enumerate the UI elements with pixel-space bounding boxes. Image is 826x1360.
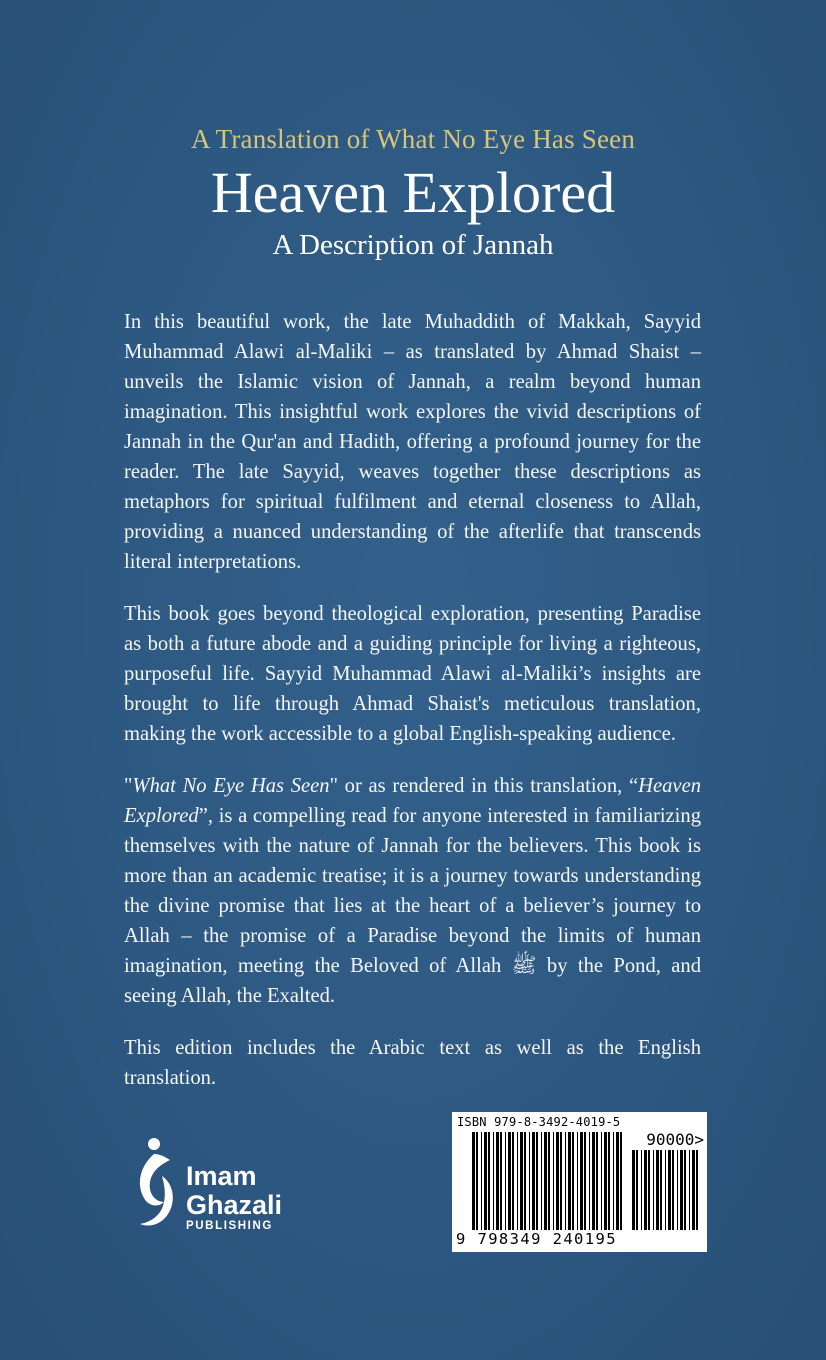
barcode-bar [689, 1150, 690, 1230]
barcode-bar [677, 1150, 678, 1230]
barcode-bar [668, 1150, 671, 1230]
publisher-name-line3: PUBLISHING [186, 1220, 273, 1232]
barcode-bar [632, 1150, 635, 1230]
barcode-bar [660, 1150, 662, 1230]
barcode-bar [653, 1150, 654, 1230]
blurb-p3-rest: ”, is a compelling read for anyone interested in familiarizing themselves with the nature of Jannah for the believers. This book is more than an academic treatise; it is a journey towards understanding the divine promise that lies at the heart of a believer’s journey to Allah – the promise of a Paradise beyond the limits of human imagination, meeting the Beloved of Allah ﷺ by the Pond, and seeing Allah, the Exalted. [124, 805, 701, 1007]
barcode-bar [484, 1132, 487, 1230]
barcode-bar [512, 1132, 514, 1230]
barcode-bar [580, 1132, 583, 1230]
barcode-bar [472, 1132, 475, 1230]
barcode-bar [641, 1150, 642, 1230]
price-code: 90000> [646, 1130, 704, 1149]
barcode-bar [536, 1132, 538, 1230]
book-title: Heaven Explored [210, 160, 616, 225]
blurb-paragraph-1: In this beautiful work, the late Muhaddith of Makkah, Sayyid Muhammad Alawi al-Maliki – as translated by Ahmad Shaist – unveils the Islamic vision of Jannah, a realm beyond human imagination. This insightful work explores the vivid descriptions of Jannah in the Qur'an and Hadith, offering a profound journey for the reader. The late Sayyid, weaves together these descriptions as metaphors for spiritual fulfilment and eternal closeness to Allah, providing a nuanced understanding of the afterlife that transcends literal interpretations. [124, 311, 701, 573]
publisher-emblem-icon [132, 1136, 178, 1236]
barcode-bar [572, 1132, 574, 1230]
blurb-paragraph-2: This book goes beyond theological exploration, presenting Paradise as both a future abode and a guiding principle for living a righteous, purposeful life. Sayyid Muhammad Alawi al-Maliki’s insights are brought to life through Ahmad Shaist's meticulous translation, making the work accessible to a global English-speaking audience. [124, 603, 701, 745]
barcode-bar [613, 1132, 614, 1230]
barcode-bar [505, 1132, 506, 1230]
barcode-bar [493, 1132, 494, 1230]
publisher-name-line1: Imam [186, 1161, 257, 1191]
barcode-bar [616, 1132, 619, 1230]
barcode-bar [481, 1132, 482, 1230]
barcode-bar [520, 1132, 523, 1230]
barcode-bar [608, 1132, 610, 1230]
barcode-bar [692, 1150, 695, 1230]
barcode-bar [541, 1132, 542, 1230]
barcode-bar [604, 1132, 607, 1230]
barcode-bar [553, 1132, 554, 1230]
barcode-bar [656, 1150, 659, 1230]
blurb-paragraph-4: This edition includes the Arabic text as well as the English translation. [124, 1037, 701, 1089]
translation-line: A Translation of What No Eye Has Seen [190, 124, 636, 154]
barcode-bar [500, 1132, 502, 1230]
barcode-bar [496, 1132, 499, 1230]
blurb-p3-mid: " or as rendered in this translation, “ [329, 775, 639, 797]
barcode-bar [529, 1132, 530, 1230]
barcode-bar [488, 1132, 490, 1230]
back-cover-blurb [124, 307, 701, 1115]
barcode-bar [636, 1150, 638, 1230]
ean-number: 9 798349 240195 [456, 1230, 617, 1248]
publisher-logo [132, 1136, 332, 1236]
barcode-bar [696, 1150, 698, 1230]
barcode-bar [665, 1150, 666, 1230]
barcode-bar [648, 1150, 650, 1230]
barcode-bar [548, 1132, 550, 1230]
barcode-bar [589, 1132, 590, 1230]
barcode-bar [508, 1132, 511, 1230]
barcode-bar [565, 1132, 566, 1230]
barcode-bar [596, 1132, 598, 1230]
isbn-barcode [452, 1112, 707, 1252]
barcode-bar [560, 1132, 562, 1230]
book-subtitle: A Description of Jannah [272, 229, 554, 261]
barcode-bar [672, 1150, 674, 1230]
quoted-original-title: What No Eye Has Seen [132, 775, 330, 797]
barcode-bar [544, 1132, 547, 1230]
barcode-bar [644, 1150, 647, 1230]
barcode-bar [680, 1150, 683, 1230]
barcode-bar [592, 1132, 595, 1230]
blurb-paragraph-3: "What No Eye Has Seen" or as rendered in this translation, “Heaven Explored”, is a compelling read for anyone interested in familiarizing themselves with the nature of Jannah for the believers. This book is more than an academic treatise; it is a journey towards understanding the divine promise that lies at the heart of a believer’s journey to Allah – the promise of a Paradise beyond the limits of human imagination, meeting the Beloved of Allah ﷺ by the Pond, and seeing Allah, the Exalted. [124, 775, 702, 1007]
barcode-bar [601, 1132, 602, 1230]
publisher-name-line2: Ghazali [186, 1190, 283, 1220]
barcode-bar [584, 1132, 586, 1230]
barcode-bar [684, 1150, 686, 1230]
barcode-bar [568, 1132, 571, 1230]
barcode-bar [620, 1132, 622, 1230]
quoted-translated-title: Heaven Explored [124, 775, 702, 827]
barcode-bar [556, 1132, 559, 1230]
barcode-bar [532, 1132, 535, 1230]
barcode-bar [577, 1132, 578, 1230]
barcode-bar [476, 1132, 478, 1230]
barcode-bar [524, 1132, 526, 1230]
barcode-bar [517, 1132, 518, 1230]
isbn-label: ISBN 979-8-3492-4019-5 [457, 1115, 621, 1129]
